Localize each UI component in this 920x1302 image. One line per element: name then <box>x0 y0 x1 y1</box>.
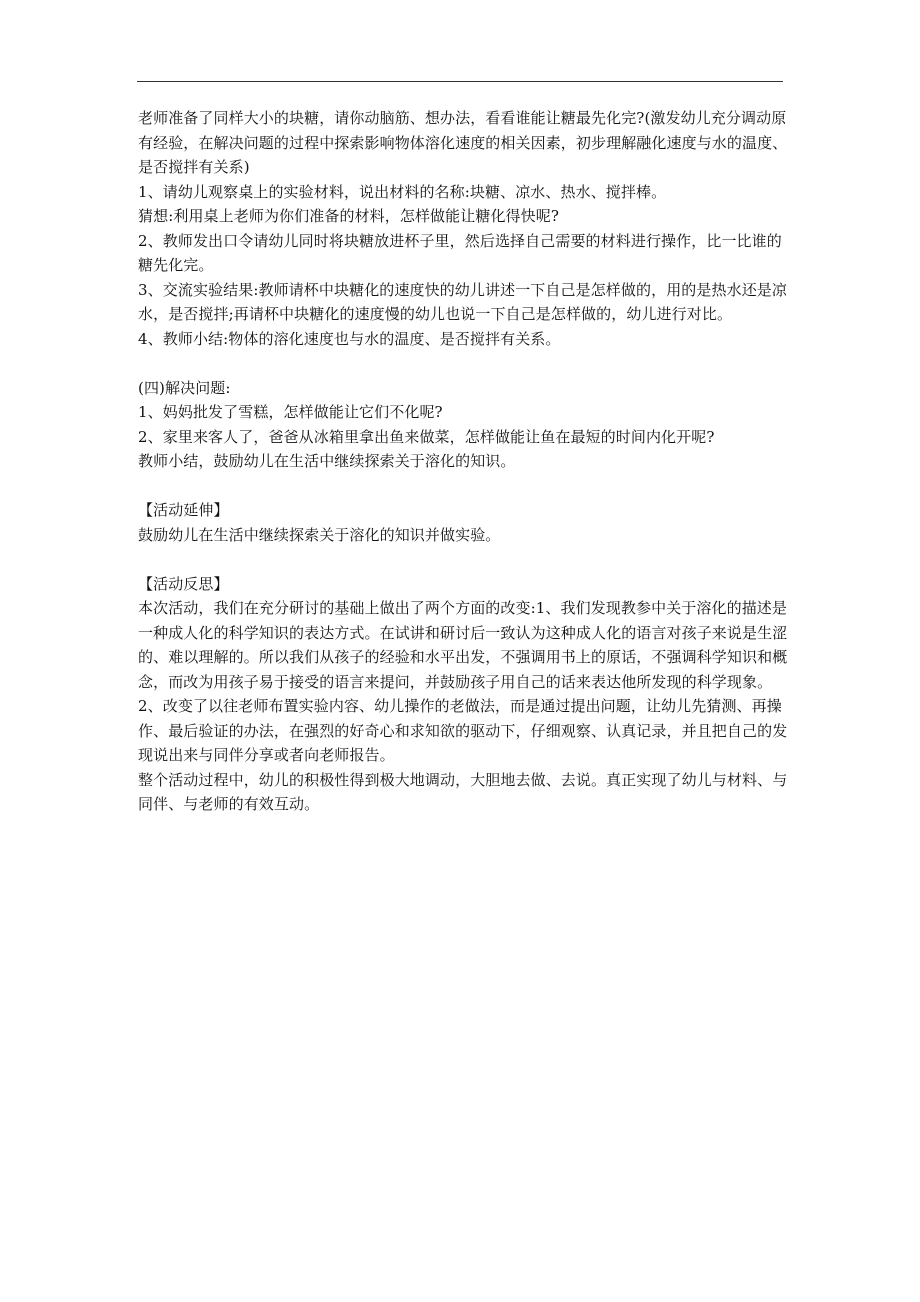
paragraph-step-3: 3、交流实验结果:教师请杯中块糖化的速度快的幼儿讲述一下自己是怎样做的，用的是热水还是凉水，是否搅拌;再请杯中块糖化的速度慢的幼儿也说一下自己是怎样做的，幼儿进行对比。 <box>138 280 788 323</box>
paragraph-guess: 猜想:利用桌上老师为你们准备的材料，怎样做能让糖化得快呢? <box>138 207 559 225</box>
paragraph-question-1: 1、妈妈批发了雪糕，怎样做能让它们不化呢? <box>138 403 443 421</box>
paragraph-reflection-2: 整个活动过程中，幼儿的积极性得到极大地调动，大胆地去做、去说。真正实现了幼儿与材料、与同伴、与老师的有效互动。 <box>138 770 788 813</box>
paragraph-question-2: 2、家里来客人了，爸爸从冰箱里拿出鱼来做菜，怎样做能让鱼在最短的时间内化开呢? <box>138 427 715 446</box>
section-heading-reflection: 【活动反思】 <box>138 574 229 593</box>
blank-line <box>138 351 788 376</box>
document-body <box>138 106 788 817</box>
header-rule <box>137 81 783 82</box>
paragraph-teacher-summary: 教师小结，鼓励幼儿在生活中继续探索关于溶化的知识。 <box>138 452 516 470</box>
section-heading-extension: 【活动延伸】 <box>138 501 229 519</box>
paragraph-step-1: 1、请幼儿观察桌上的实验材料，说出材料的名称:块糖、凉水、热水、搅拌棒。 <box>138 182 667 201</box>
blank-line <box>138 547 788 572</box>
paragraph-step-4: 4、教师小结:物体的溶化速度也与水的温度、是否搅拌有关系。 <box>138 329 561 348</box>
section-heading-solve-problems: (四)解决问题: <box>138 378 231 397</box>
paragraph-intro: 老师准备了同样大小的块糖，请你动脑筋、想办法，看看谁能让糖最先化完?(激发幼儿充分调动原有经验，在解决问题的过程中探索影响物体溶化速度的相关因素，初步理解融化速度与水的温度、是否搅拌有关系) <box>138 109 788 176</box>
paragraph-step-2: 2、教师发出口令请幼儿同时将块糖放进杯子里，然后选择自己需要的材料进行操作，比一比谁的糖先化完。 <box>138 231 782 274</box>
paragraph-extension: 鼓励幼儿在生活中继续探索关于溶化的知识并做实验。 <box>138 525 501 544</box>
blank-line <box>138 474 788 499</box>
paragraph-reflection-1: 本次活动，我们在充分研讨的基础上做出了两个方面的改变:1、我们发现教参中关于溶化的描述是一种成人化的科学知识的表达方式。在试讲和研讨后一致认为这种成人化的语言对孩子来说是生涩的、难以理解的。所以我们从孩子的经验和水平出发，不强调用书上的原话，不强调科学知识和概念，而改为用孩子易于接受的语言来提问，并鼓励孩子用自己的话来表达他所发现的科学现象。2、改变了以往老师布置实验内容、幼儿操作的老做法，而是通过提出问题，让幼儿先猜测、再操作、最后验证的办法，在强烈的好奇心和求知欲的驱动下，仔细观察、认真记录，并且把自己的发现说出来与同伴分享或者向老师报告。 <box>138 599 788 764</box>
